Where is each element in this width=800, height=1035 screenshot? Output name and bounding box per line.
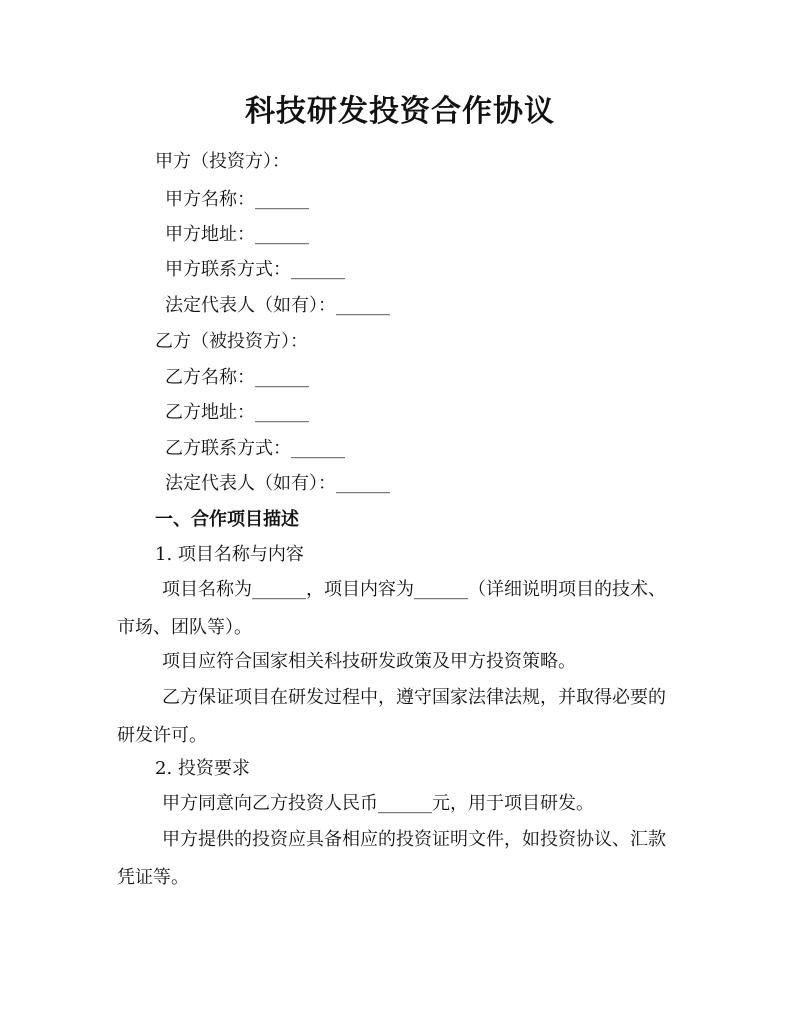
- subsection-2-paragraph-1: 甲方同意向乙方投资人民币______元，用于项目研发。: [162, 793, 594, 814]
- party-b-contact: 乙方联系方式：______: [165, 438, 345, 459]
- party-a-heading: 甲方（投资方）：: [155, 151, 290, 172]
- section-1-heading: 一、合作项目描述: [155, 509, 299, 530]
- party-a-representative: 法定代表人（如有）：______: [165, 295, 390, 316]
- document-title: 科技研发投资合作协议: [245, 94, 555, 129]
- party-b-representative: 法定代表人（如有）：______: [165, 473, 390, 494]
- party-b-name: 乙方名称：______: [165, 367, 309, 388]
- party-b-heading: 乙方（被投资方）：: [155, 331, 308, 352]
- subsection-1-heading: 1. 项目名称与内容: [155, 544, 304, 565]
- subsection-2-heading: 2. 投资要求: [155, 758, 250, 779]
- subsection-1-paragraph-2: 项目应符合国家相关科技研发政策及甲方投资策略。: [162, 651, 576, 672]
- subsection-2-paragraph-2: 甲方提供的投资应具备相应的投资证明文件，如投资协议、汇款凭证等。: [117, 829, 666, 888]
- subsection-1-paragraph-1: 项目名称为______，项目内容为______（详细说明项目的技术、市场、团队等）。: [117, 579, 666, 638]
- party-b-address: 乙方地址：______: [165, 402, 309, 423]
- party-a-contact: 甲方联系方式：______: [165, 259, 345, 280]
- party-a-address: 甲方地址：______: [165, 224, 309, 245]
- subsection-1-paragraph-3: 乙方保证项目在研发过程中，遵守国家法律法规，并取得必要的研发许可。: [117, 687, 666, 746]
- party-a-name: 甲方名称：______: [165, 189, 309, 210]
